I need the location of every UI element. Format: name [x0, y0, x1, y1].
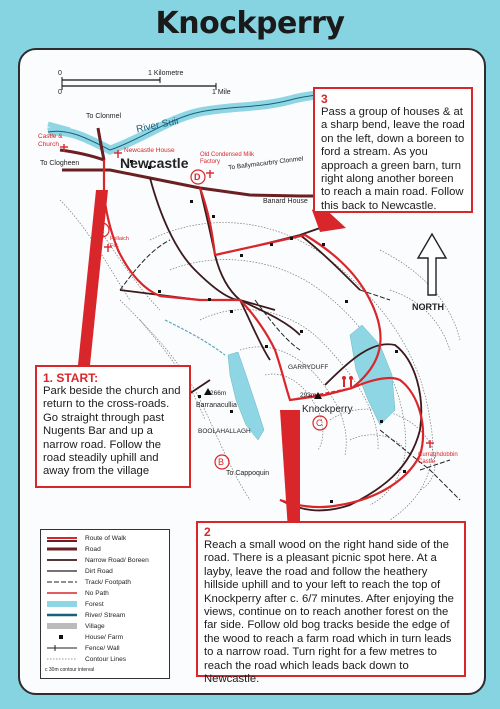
- legend-label-fence: Fence/ Wall: [85, 645, 120, 652]
- label-to-clonmel: To Clonmel: [86, 113, 122, 120]
- label-castle-church: Castle & Church: [38, 133, 63, 148]
- marker-b: B: [218, 457, 225, 467]
- legend-row-nopath: [45, 588, 169, 599]
- legend-row-fence: [45, 643, 169, 654]
- legend-contour-swatch: [45, 655, 79, 664]
- label-knockperry: Knockperry: [302, 404, 353, 415]
- legend-row-track: [45, 577, 169, 588]
- marker-c: C: [316, 418, 323, 428]
- pointer-box1: [78, 190, 108, 365]
- label-newcastle-house: Newcastle House: [124, 147, 175, 154]
- map-legend: [40, 529, 170, 679]
- legend-label-nopath: No Path: [85, 590, 109, 597]
- instruction-box-3: [313, 87, 473, 213]
- scale-bar: [62, 77, 216, 90]
- box3-number: 3: [321, 92, 328, 106]
- label-curraghdobbin: Curraghdobbin Castle: [418, 452, 458, 465]
- legend-dirt-swatch: [45, 567, 79, 576]
- stream: [165, 320, 225, 355]
- legend-label-narrow: Narrow Road/ Boreen: [85, 557, 149, 564]
- legend-row-route: [45, 533, 169, 544]
- walker-icons: [342, 376, 353, 387]
- label-garryduff: GARRYDUFF: [288, 364, 329, 371]
- box1-text: Park beside the church and return to the cross-roads. Go straight through past Nugents Bar and up a narrow road. Follow the road steadily uphill and away from the village: [43, 385, 181, 478]
- marker-d: D: [194, 172, 201, 182]
- label-boolahallagh: BOOLAHALLAGH: [198, 428, 251, 435]
- legend-narrow-swatch: [45, 556, 79, 565]
- box1-heading: 1. START:: [43, 371, 99, 385]
- scale-km-label: 1 Kilometre: [148, 70, 184, 77]
- pointer-box2: [280, 410, 300, 530]
- label-banard-house: Banard House: [263, 198, 308, 205]
- scale-zero-top: 0: [58, 70, 62, 77]
- label-river-suir: River Suir: [135, 115, 181, 136]
- legend-village-swatch: [45, 622, 79, 631]
- scale-mile-label: 1 Mile: [212, 89, 231, 96]
- marker-a: A: [98, 225, 105, 235]
- box3-text: Pass a group of houses & at a sharp bend, leave the road on the left, down a boreen to ford a stream. As you approach a green barn, turn right along another boreen to reach a main road. Follow this back to Newcastle.: [321, 106, 465, 212]
- label-newcastle: Newcastle: [120, 155, 189, 171]
- legend-label-forest: Forest: [85, 601, 104, 608]
- legend-road-swatch: [45, 545, 79, 554]
- legend-fence-swatch: [45, 644, 79, 653]
- legend-row-house: [45, 632, 169, 643]
- legend-row-river: [45, 610, 169, 621]
- legend-label-track: Track/ Footpath: [85, 579, 131, 586]
- north-arrow-icon: [418, 234, 446, 295]
- label-to-clogheen: To Clogheen: [40, 160, 80, 167]
- legend-nopath-swatch: [45, 589, 79, 598]
- legend-forest-swatch: [45, 600, 79, 609]
- instruction-box-2: [196, 521, 466, 686]
- box2-number: 2: [204, 525, 211, 539]
- legend-house-swatch: [45, 633, 79, 642]
- legend-label-dirt: Dirt Road: [85, 568, 113, 575]
- page-title: Knockperry: [155, 6, 345, 41]
- legend-label-village: Village: [85, 623, 105, 630]
- instruction-box-1: [35, 365, 191, 488]
- legend-row-dirt: [45, 566, 169, 577]
- legend-label-road: Road: [85, 546, 101, 553]
- legend-row-village: [45, 621, 169, 632]
- box2-text: Reach a small wood on the right hand side of the road. There is a pleasant picnic spot here. At a layby, leave the road and follow the heathery hillside uphill and to your left to reach the top of Knockperry after c. 6/7 minutes. After enjoying the views, continue on to reach another forest on the far side. Follow old bog tracks beside the edge of the wood to reach a farm road which in turn leads to a narrow road. Turn right for a few metres to reach the road which leads back down to Newcastle.: [204, 539, 454, 686]
- label-milk-factory: Old Condensed Milk Factory: [200, 152, 255, 165]
- label-folia: Follaich Fst.: [110, 236, 129, 249]
- legend-note: c 30m contour interval: [45, 667, 95, 673]
- legend-label-contour: Contour Lines: [85, 656, 127, 663]
- label-height-293: 293m: [300, 392, 317, 399]
- scale-zero-bottom: 0: [58, 89, 62, 96]
- forest-west: [228, 352, 264, 440]
- legend-route-swatch: [45, 534, 79, 543]
- label-to-cappoquin: To Cappoquin: [226, 470, 270, 477]
- legend-row-forest: [45, 599, 169, 610]
- legend-track-swatch: [45, 578, 79, 587]
- legend-label-route: Route of Walk: [85, 535, 127, 542]
- label-to-ballymacarbry: To Ballymacarbry Clonmel: [227, 155, 304, 172]
- legend-row-road: [45, 544, 169, 555]
- legend-row-contour: [45, 654, 169, 665]
- label-north: NORTH: [412, 302, 444, 312]
- legend-row-narrow: [45, 555, 169, 566]
- label-height-266: 266m: [210, 390, 227, 397]
- label-barranacullia: Barranacullia: [196, 402, 237, 409]
- legend-river-swatch: [45, 611, 79, 620]
- legend-label-house: House/ Farm: [85, 634, 124, 641]
- legend-label-river: River/ Stream: [85, 612, 126, 619]
- forest-east: [350, 325, 395, 425]
